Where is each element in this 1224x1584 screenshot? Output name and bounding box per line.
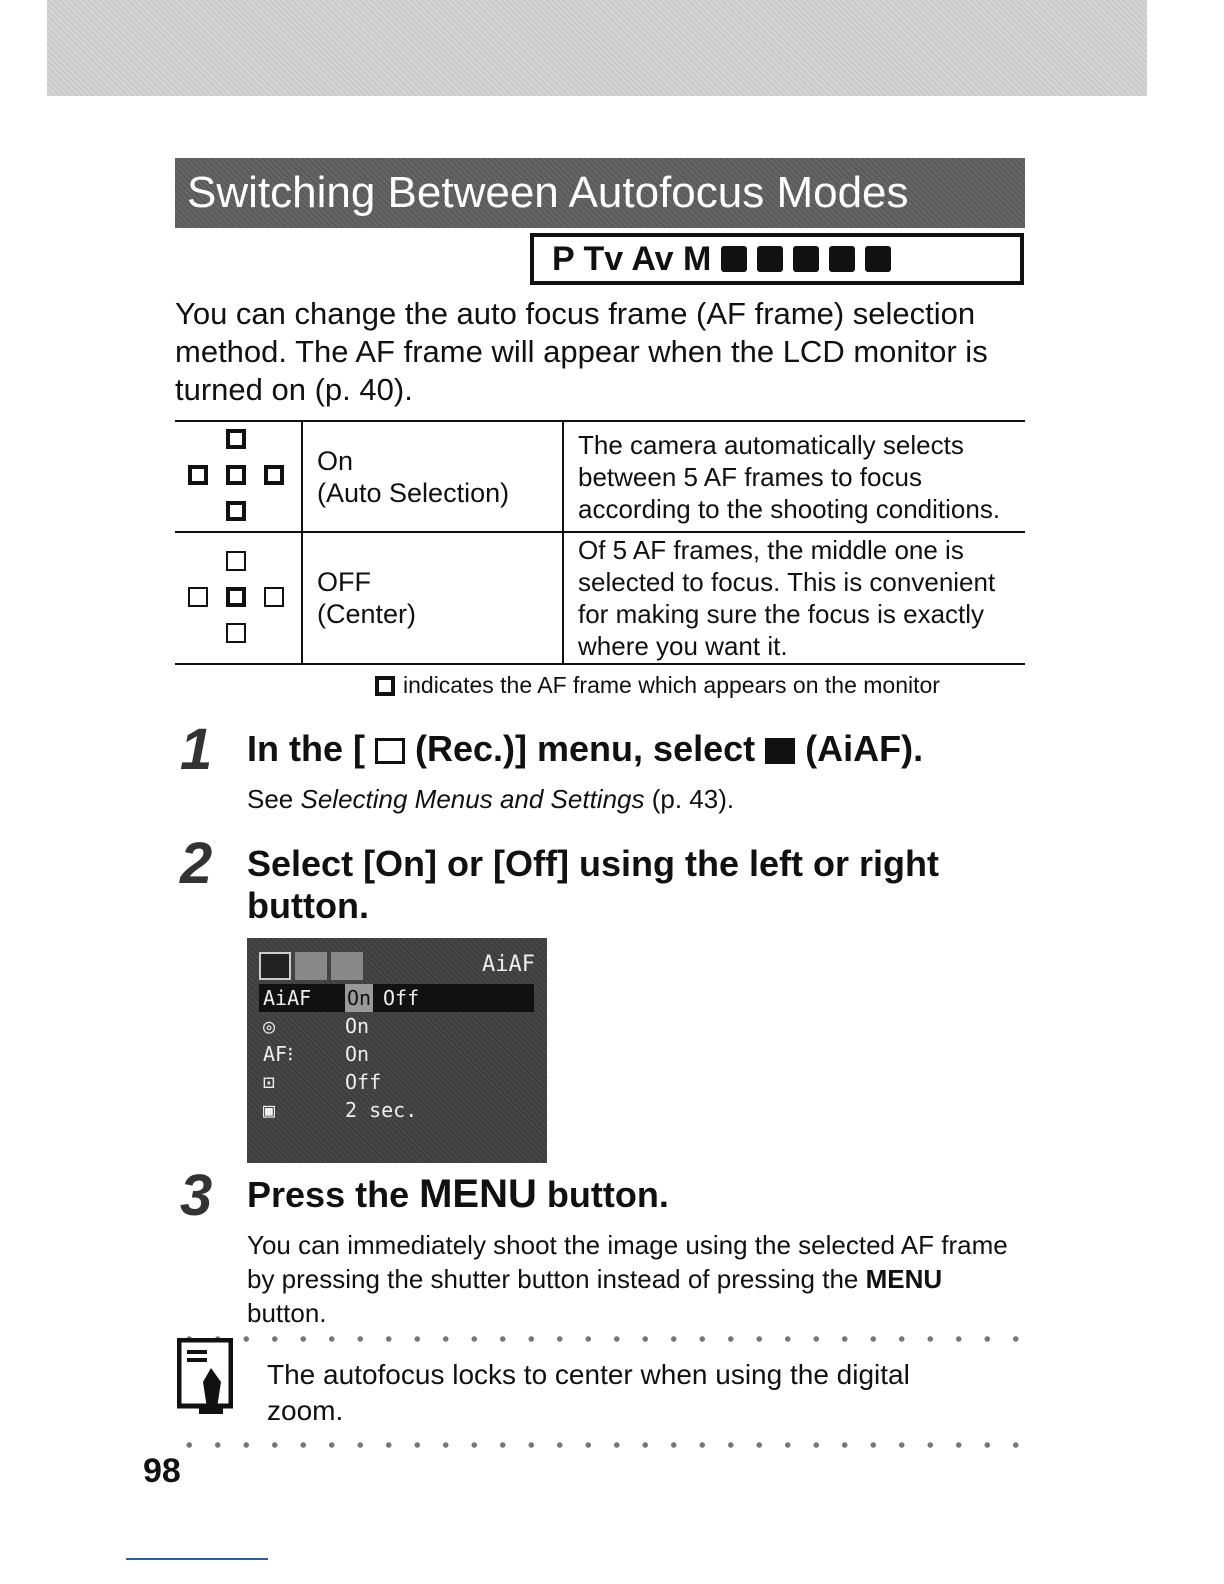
memo-icon [177, 1338, 233, 1416]
screen-title: AiAF [482, 952, 535, 977]
mode-description: The camera automatically selects between 5 AF frames to focus according to the shooting conditions. [563, 421, 1025, 532]
legend-text: indicates the AF frame which appears on the monitor [403, 672, 940, 698]
mycamera-tab-icon [331, 952, 363, 980]
menu-row: AiAF On Off [259, 984, 534, 1012]
shooting-modes-box [530, 233, 1024, 285]
menu-button-label: MENU [419, 1172, 537, 1216]
intro-text: You can change the auto focus frame (AF frame) selection method. The AF frame will appear when the LCD monitor is turned on (p. 40). [175, 296, 988, 407]
table-legend [375, 672, 1025, 699]
mode-description: Of 5 AF frames, the middle one is selected to focus. This is convenient for making sure the focus is exactly where you want it. [563, 532, 1025, 664]
step-number-2: 2 [180, 831, 213, 896]
mode-sub: (Auto Selection) [317, 477, 510, 508]
aiaf-icon [765, 738, 795, 764]
dotted-divider [175, 1442, 1025, 1448]
menu-row: AF⁝ On [263, 1042, 370, 1066]
step-3-heading: Press the MENU button. [247, 1172, 669, 1216]
menu-row: ⊡ Off [263, 1070, 382, 1094]
night-scene-icon [793, 246, 819, 272]
top-band [47, 0, 1147, 96]
step-3-body: You can immediately shoot the image using the selected AF frame by pressing the shutter button instead of pressing the MENU button. [247, 1230, 1008, 1328]
af-frame-icon [375, 676, 395, 696]
step-number-1: 1 [180, 717, 213, 782]
slow-shutter-icon [865, 246, 891, 272]
portrait-icon [721, 246, 747, 272]
af-frame-center-icon [175, 532, 302, 664]
mode-name: On [317, 445, 354, 476]
bottom-rule [126, 1558, 268, 1560]
menu-row: ▣ 2 sec. [263, 1098, 418, 1122]
reference-title: Selecting Menus and Settings [300, 784, 645, 814]
menu-button-label: MENU [865, 1264, 943, 1294]
setup-tab-icon [295, 952, 327, 980]
af-frames-all-icon [175, 421, 302, 532]
step-1-heading: In the [ (Rec.)] menu, select (AiAF). [247, 728, 924, 769]
fast-shutter-icon [829, 246, 855, 272]
mode-name: OFF [317, 567, 371, 597]
page-title: Switching Between Autofocus Modes [175, 158, 1025, 228]
camera-rec-icon [375, 738, 405, 764]
step-number-3: 3 [180, 1163, 213, 1228]
page-number: 98 [143, 1452, 181, 1490]
table-row [175, 421, 1025, 532]
dotted-divider [175, 1336, 1025, 1342]
rec-tab-icon [259, 952, 291, 980]
mode-sub: (Center) [317, 599, 417, 629]
menu-row: ◎ On [263, 1014, 370, 1038]
landscape-icon [757, 246, 783, 272]
step-2-heading: Select [On] or [Off] using the left or right button. [247, 843, 939, 926]
camera-menu-screen [247, 938, 547, 1163]
af-mode-table [175, 420, 1025, 665]
memo-text: The autofocus locks to center when using the digital zoom. [267, 1359, 910, 1426]
table-row [175, 532, 1025, 664]
modes-text: P Tv Av M [552, 240, 712, 278]
step-1-subtext: See Selecting Menus and Settings (p. 43). [247, 784, 735, 814]
